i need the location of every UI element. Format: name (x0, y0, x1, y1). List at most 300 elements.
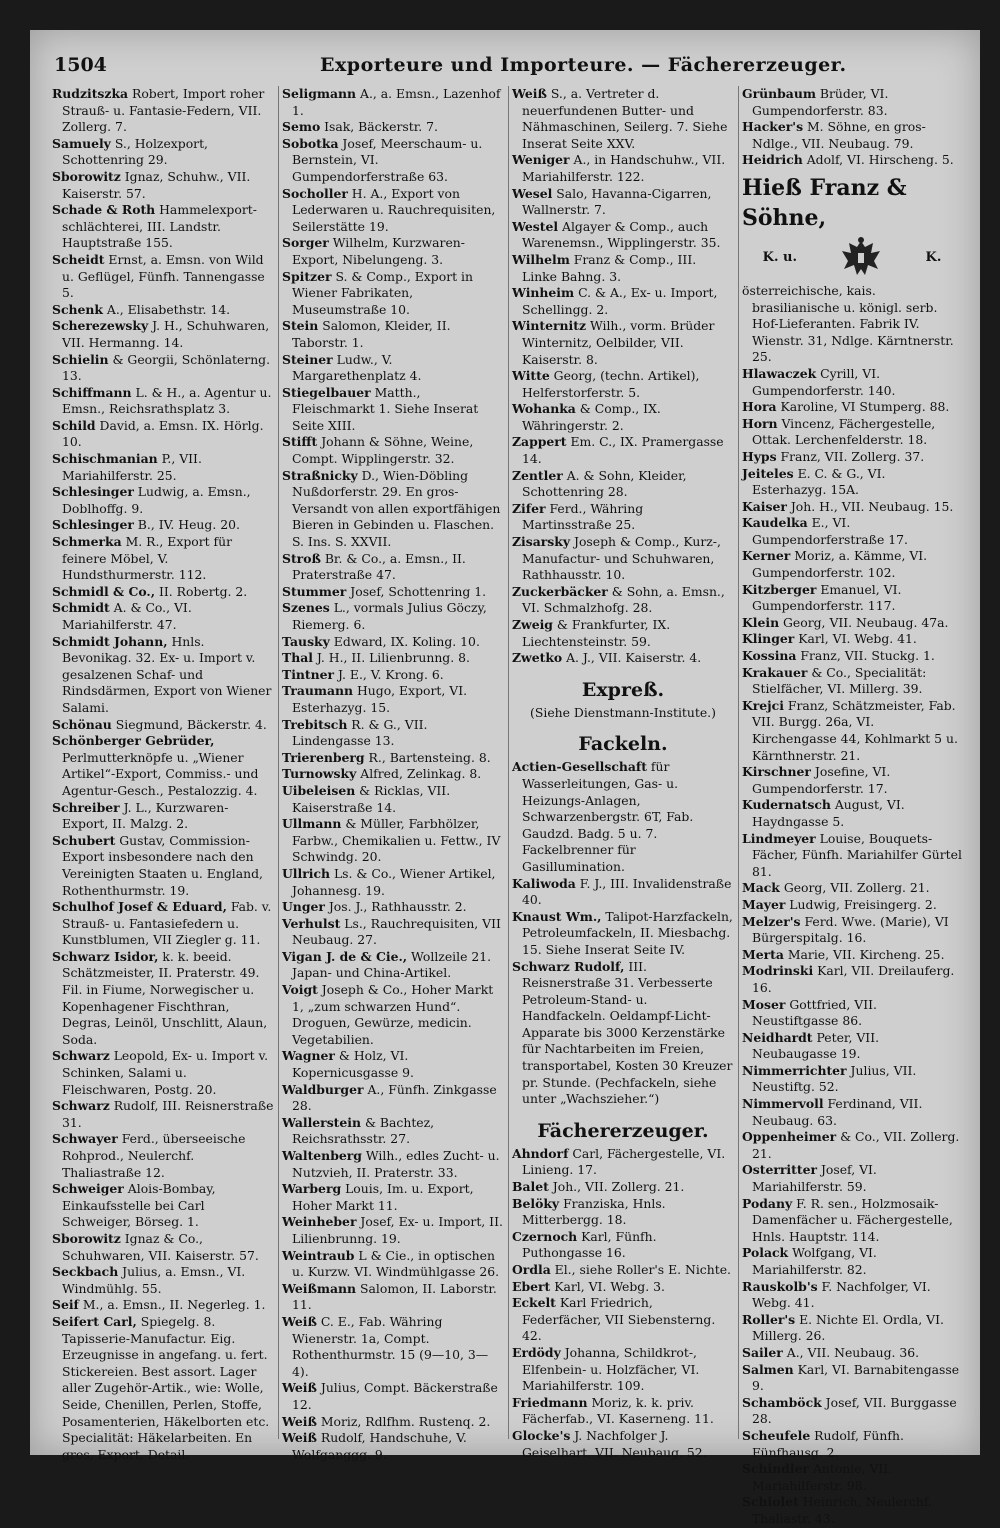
entry-details: Leopold, Ex- u. Import v. Schinken, Salami u. Fleischwaren, Postg. 20. (62, 1048, 269, 1097)
directory-entry (52, 1048, 274, 1098)
entry-details: Perlmutterknöpfe u. „Wiener Artikel“-Export, Commiss.- und Agentur-Gesch., Pestalozzig. 4. (62, 749, 259, 798)
entry-name: Stein (282, 318, 319, 334)
directory-entry (512, 501, 734, 534)
entry-name: Sborowitz (52, 168, 121, 184)
directory-entry (512, 434, 734, 467)
entry-name: Schischmanian (52, 451, 158, 467)
entry-name: Belöky (512, 1195, 560, 1211)
directory-entry (742, 1063, 962, 1096)
entry-name: Eckelt (512, 1295, 556, 1311)
entry-name: Schwarz Isidor, (52, 948, 159, 964)
entry-details: A. & Sohn, Kleider, Schottenring 28. (522, 467, 687, 500)
entry-name: Tausky (282, 633, 330, 649)
entry-details: B., IV. Heug. 20. (133, 517, 240, 533)
entry-name: Podany (742, 1195, 793, 1211)
entry-details: Vincenz, Fächergestelle, Ottak. Lerchenfelderstr. 18. (752, 415, 936, 448)
directory-entry (282, 1430, 504, 1463)
entry-name: Schmidt Johann, (52, 633, 168, 649)
directory-entry (512, 468, 734, 501)
entry-name: Weiß (282, 1313, 317, 1329)
directory-entry (742, 1428, 962, 1461)
entry-name: Schreiber (52, 799, 120, 815)
entry-details: Karl, VI. Barnabitengasse 9. (752, 1361, 960, 1394)
entry-details: F. R. sen., Holzmosaik-Damenfächer u. Fächergestelle, Hnls. Hauptstr. 114. (752, 1195, 953, 1244)
entry-name: Weiß (282, 1380, 317, 1396)
entry-details: Georg, VII. Neubaug. 47a. (779, 614, 949, 630)
directory-entry (52, 169, 274, 202)
directory-entry (52, 86, 274, 136)
directory-entry (282, 235, 504, 268)
entry-name: Scheidt (52, 251, 105, 267)
entry-details: Georg, (techn. Artikel), Helferstorferstr. 5. (522, 368, 700, 400)
entry-name: Nimmerrichter (742, 1062, 847, 1078)
entry-details: A., VII. Neubaug. 36. (782, 1344, 920, 1360)
directory-entry (742, 1030, 962, 1063)
entry-details: S., Holzexport, Schottenring 29. (62, 135, 209, 168)
directory-entry (282, 1048, 504, 1081)
directory-entry (52, 136, 274, 169)
entry-details: Joh. H., VII. Neubaug. 15. (786, 498, 954, 514)
entry-details: S. & Comp., Export in Wiener Fabrikaten, Museumstraße 10. (292, 268, 473, 317)
section-title-express: Expreß. (581, 678, 665, 701)
entry-details: A., a. Emsn., Lazenhof 1. (292, 86, 501, 118)
entry-details: Marie, VII. Kircheng. 25. (783, 946, 945, 962)
entry-name: Schmidt (52, 600, 110, 616)
directory-entry (52, 634, 274, 717)
entry-name: Moser (742, 996, 786, 1012)
entry-name: Krejci (742, 697, 784, 713)
directory-entry (742, 1162, 962, 1195)
directory-entry (742, 1395, 962, 1428)
directory-entry (512, 318, 734, 368)
directory-entry (512, 285, 734, 318)
entry-name: Stroß (282, 550, 321, 566)
entry-details: k. k. beeid. Schätzmeister, II. Praterstr. 49. Fil. in Fiume, Norwegischer u. Kopenhagener Fischthran, Degras, Leinöl, Unschlitt, Alaun, Soda. (62, 948, 268, 1047)
entry-details: Rudolf, III. Reisnerstraße 31. (62, 1098, 274, 1130)
directory-entry (742, 582, 962, 615)
entry-name: Schmerka (52, 534, 122, 550)
entry-details: Talipot-Harzfackeln, Petroleumfackeln, II. Miesbachg. 15. Siehe Inserat Seite IV. (522, 908, 733, 957)
entry-name: Zisarsky (512, 534, 571, 550)
entry-name: Seifert Carl, (52, 1313, 137, 1329)
entry-details: Franz & Comp., III. Linke Bahng. 3. (522, 251, 697, 284)
entry-details: August, VI. Haydngasse 5. (752, 797, 905, 829)
entry-details: Robert, Import roher Strauß- u. Fantasie-Federn, VII. Zollerg. 7. (62, 86, 265, 135)
entry-name: Zentler (512, 467, 563, 483)
entry-details: Moriz, Rdlfhm. Rustenq. 2. (316, 1413, 491, 1429)
entry-name: Osterritter (742, 1162, 817, 1178)
double-eagle-crest-icon (838, 235, 884, 281)
entry-name: Winternitz (512, 318, 587, 334)
entry-name: Wohanka (512, 401, 576, 417)
directory-entry (282, 1214, 504, 1247)
entry-details: Karl, VI. Webg. 3. (550, 1278, 665, 1294)
entry-details: Edward, IX. Koling. 10. (329, 633, 480, 649)
entry-details: Peter, VII. Neubaugasse 19. (752, 1029, 880, 1062)
entry-details: Wilhelm, Kurzwaren-Export, Nibelungeng. 3. (292, 235, 465, 267)
entry-details: J. Nachfolger J. Geiselhart, VII. Neubaug. 52. (522, 1427, 707, 1460)
directory-entry (282, 816, 504, 866)
entry-name: Wesel (512, 185, 553, 201)
entry-details: Ludw., V. Margarethenplatz 4. (292, 351, 422, 384)
directory-entry (52, 833, 274, 899)
entry-name: Kirschner (742, 764, 811, 780)
entry-name: Seif (52, 1297, 79, 1313)
directory-entry (512, 186, 734, 219)
directory-entry (282, 86, 504, 119)
entry-details: & Holz, VI. Kopernicusgasse 9. (292, 1048, 414, 1081)
directory-entry (52, 949, 274, 1049)
entry-details: Heinrich, Neulerchf. Thaliastr. 43. (752, 1494, 932, 1526)
entry-name: Zweig (512, 617, 553, 632)
entry-details: R., Bartensteing. 8. (364, 749, 491, 765)
entry-name: Wallerstein (282, 1114, 361, 1130)
entry-details: Josef, VII. Burggasse 28. (752, 1394, 957, 1427)
entry-name: Witte (512, 368, 550, 384)
entry-details: III. Reisnerstraße 31. Verbesserte Petroleum-Stand- u. Handfackeln. Oeldampf-Licht-Apparate bis 3000 Kerzenstärke für Nachtarbeiten im Freien, transportabel, Kosten 30 Kreuzer pr. Stunde. (Pechfackeln, siehe unter „Wachszieher.“) (522, 958, 733, 1107)
entry-details: Ferd. Wwe. (Marie), VI Bürgerspitalg. 16. (752, 913, 949, 946)
entry-details: & Frankfurter, IX. Liechtensteinstr. 59. (522, 617, 671, 649)
entry-details: Josef, Schottenring 1. (346, 583, 487, 599)
directory-entry (512, 1279, 734, 1296)
entry-name: Sborowitz (52, 1230, 121, 1246)
entry-name: Weißmann (282, 1280, 357, 1296)
entry-details: Matth., Fleischmarkt 1. Siehe Inserat Seite XIII. (292, 384, 479, 433)
section-title-faecher: Fächererzeuger. (537, 1119, 709, 1142)
directory-entry (282, 600, 504, 633)
directory-entry (742, 1312, 962, 1345)
entry-details: L & Cie., in optischen u. Kurzw. VI. Windmühlgasse 26. (292, 1247, 500, 1280)
entry-details: Johann & Söhne, Weine, Compt. Wipplingerstr. 32. (292, 434, 474, 467)
directory-entry (512, 1262, 734, 1279)
entry-details: Josef, VI. Mariahilferstr. 59. (752, 1162, 877, 1195)
entry-name: Melzer's (742, 913, 801, 929)
entry-name: Socholler (282, 185, 348, 201)
entry-details: Alfred, Zelinkag. 8. (356, 766, 482, 782)
entry-name: Hyps (742, 448, 777, 464)
entry-name: Wagner (282, 1048, 335, 1064)
entry-name: Westel (512, 218, 559, 234)
directory-entry (282, 667, 504, 684)
directory-entry (52, 302, 274, 319)
entry-name: Zwetko (512, 650, 563, 666)
hiess-title: Hieß Franz & Söhne, (742, 174, 907, 231)
entry-name: Schild (52, 417, 96, 433)
entry-name: Kerner (742, 548, 791, 564)
directory-entry (282, 385, 504, 435)
entry-name: Szenes (282, 600, 330, 616)
column-4 (742, 86, 966, 1526)
entry-name: Thal (282, 650, 313, 666)
entry-name: Straßnicky (282, 467, 358, 483)
entry-details: Franziska, Hnls. Mitterbergg. 18. (522, 1195, 666, 1228)
entry-name: Friedmann (512, 1394, 588, 1410)
entry-name: Zappert (512, 434, 567, 450)
entry-details: F. J., III. Invalidenstraße 40. (522, 875, 732, 908)
entry-details: Br. & Co., a. Emsn., II. Praterstraße 47. (292, 550, 466, 583)
entry-name: Schamböck (742, 1394, 822, 1410)
column-2 (282, 86, 509, 1462)
entry-name: Salmen (742, 1361, 794, 1377)
directory-entry (282, 434, 504, 467)
entry-details: Karl Friedrich, Federfächer, VII Siebensterng. 42. (522, 1295, 716, 1344)
entry-details: F. Nachfolger, VI. Webg. 41. (752, 1278, 931, 1311)
entry-details: Moriz, k. k. priv. Fächerfab., VI. Kaserneng. 11. (522, 1394, 714, 1427)
directory-entry (282, 1148, 504, 1181)
directory-entry (52, 385, 274, 418)
entry-details: Wilh., vorm. Brüder Winternitz, Oelbilder, VII. Kaiserstr. 8. (522, 318, 715, 367)
entry-details: A., Elisabethstr. 14. (102, 301, 231, 317)
entry-name: Verhulst (282, 915, 341, 931)
hiess-crest-line (742, 233, 962, 283)
entry-details: Ferd., überseeische Rohprod., Neulerchf. Thaliastraße 12. (62, 1131, 246, 1180)
entry-details: Franz, VII. Stuckg. 1. (796, 648, 935, 664)
entry-name: Turnowsky (282, 766, 357, 782)
directory-entry (52, 584, 274, 601)
section-note-express: (Siehe Dienstmann-Institute.) (530, 704, 716, 720)
directory-entry (282, 352, 504, 385)
entry-details: Fab. v. Strauß- u. Fantasiefedern u. Kunstblumen, VII Ziegler g. 11. (62, 899, 272, 948)
directory-entry (742, 416, 962, 449)
directory-entry (52, 484, 274, 517)
entry-details: David, a. Emsn. IX. Hörlg. 10. (62, 417, 264, 450)
directory-entry (52, 252, 274, 302)
entry-details: Joh., VII. Zollerg. 21. (548, 1179, 685, 1195)
entry-name: Seligmann (282, 86, 357, 101)
entry-name: Stiegelbauer (282, 384, 371, 400)
directory-entry (52, 517, 274, 534)
entry-name: Schwarz (52, 1098, 110, 1114)
entry-details: C. E., Fab. Währing Wienerstr. 1a, Compt. Rothenthurmstr. 15 (9—10, 3—4). (292, 1313, 489, 1379)
entry-name: Nimmervoll (742, 1096, 824, 1112)
entry-details: Gustav, Commission-Export insbesondere nach den Vereinigten Staaten u. England, Rothenthurmstr. 19. (62, 832, 263, 898)
entry-name: Schmidl & Co., (52, 583, 156, 599)
entry-name: Klein (742, 614, 780, 630)
entry-details: Josef, Ex- u. Import, II. Lilienbrunng. 19. (292, 1214, 503, 1246)
directory-entry (512, 909, 734, 959)
entry-details: Hammelexport-schlächterei, III. Landstr. Hauptstraße 155. (62, 202, 257, 251)
directory-entry (282, 866, 504, 899)
entry-name: Knaust Wm., (512, 908, 602, 924)
entry-details: S., a. Vertreter d. neuerfundenen Butter- und Nähmaschinen, Seilerg. 7. Siehe Inserat Seite XXV. (522, 86, 728, 151)
directory-entry (52, 318, 274, 351)
directory-entry (512, 650, 734, 667)
directory-entry (742, 914, 962, 947)
entry-details: J. H., II. Lilienbrunng. 8. (312, 650, 470, 666)
directory-entry (282, 1414, 504, 1431)
directory-entry (282, 717, 504, 750)
entry-details: Ignaz, Schuhw., VII. Kaiserstr. 57. (62, 168, 251, 201)
directory-entry (512, 1196, 734, 1229)
kk-left: K. u. (762, 249, 797, 265)
directory-entry (282, 683, 504, 716)
entry-details: Johanna, Schildkrot-, Elfenbein- u. Holzfächer, VI. Mariahilferstr. 109. (522, 1344, 700, 1394)
entry-name: Traumann (282, 683, 354, 699)
entry-details: Ferdinand, VII. Neubaug. 63. (752, 1096, 923, 1128)
directory-entry (742, 797, 962, 830)
directory-entry (512, 1229, 734, 1262)
entry-details: Karl, VI. Webg. 41. (794, 631, 917, 647)
entry-name: Semo (282, 119, 321, 135)
entry-name: Schiolet (742, 1494, 799, 1510)
entry-name: Trierenberg (282, 749, 365, 765)
directory-entry (52, 1297, 274, 1314)
directory-entry (52, 800, 274, 833)
directory-page (30, 30, 980, 1526)
entry-name: Weinheber (282, 1214, 357, 1230)
directory-entry (742, 1461, 962, 1494)
entry-name: Horn (742, 415, 778, 431)
directory-entry (282, 1082, 504, 1115)
entry-details: M. R., Export für feinere Möbel, V. Hundsthurmerstr. 112. (62, 534, 233, 583)
entry-details: Ignaz & Co., Schuhwaren, VII. Kaiserstr. 57. (62, 1230, 259, 1263)
entry-details: R. & G., VII. Lindengasse 13. (292, 716, 428, 749)
directory-entry (742, 1245, 962, 1278)
entry-name: Tintner (282, 666, 335, 682)
entry-name: Schwarz (52, 1048, 110, 1064)
entry-details: Joseph & Comp., Kurz-, Manufactur- und Schuhwaren, Rathhausstr. 10. (522, 534, 721, 583)
entry-name: Modrinski (742, 963, 814, 979)
entry-name: Seckbach (52, 1264, 119, 1280)
directory-entry (742, 366, 962, 399)
entry-details: E. C. & G., VI. Esterhazyg. 15A. (752, 465, 886, 498)
directory-entry (512, 252, 734, 285)
directory-entry (282, 1115, 504, 1148)
entry-name: Jeiteles (742, 465, 794, 481)
entry-name: Kaiser (742, 498, 787, 514)
entry-name: Kaudelka (742, 515, 808, 531)
directory-entry (742, 831, 962, 881)
directory-entry (742, 449, 962, 466)
directory-entry (52, 1131, 274, 1181)
entry-details: Siegmund, Bäckerstr. 4. (111, 716, 267, 732)
entry-details: M., a. Emsn., II. Negerleg. 1. (78, 1297, 266, 1313)
entry-details: M. Söhne, en gros-Ndlge., VII. Neubaug. 79. (752, 119, 926, 151)
directory-entry (742, 499, 962, 516)
directory-entry (742, 947, 962, 964)
entry-details: Ls., Rauchrequisiten, VII Neubaug. 27. (292, 915, 501, 948)
directory-entry (742, 631, 962, 648)
directory-entry (282, 551, 504, 584)
directory-entry (742, 648, 962, 665)
entry-name: Balet (512, 1179, 549, 1195)
entry-details: Antonie, VII. Mariahilferstr. 98. (752, 1461, 893, 1493)
directory-entry (512, 1179, 734, 1196)
directory-entry (282, 1380, 504, 1413)
entry-name: Schubert (52, 832, 116, 848)
directory-entry (52, 352, 274, 385)
entry-details: A., Fünfh. Zinkgasse 28. (292, 1081, 497, 1114)
entry-details: Em. C., IX. Pramergasse 14. (522, 434, 724, 467)
entry-details: Joseph & Co., Hoher Markt 1, „zum schwarzen Hund“. Droguen, Gewürze, medicin. Vegetabilien. (292, 982, 494, 1047)
entry-name: Schade & Roth (52, 202, 156, 218)
entry-name: Ordla (512, 1262, 551, 1277)
entry-name: Schönau (52, 716, 112, 732)
columns (52, 86, 966, 1526)
entry-name: Mayer (742, 896, 786, 912)
entry-name: Actien-Gesellschaft (512, 759, 647, 775)
section-title-fackeln: Fackeln. (578, 733, 668, 756)
directory-entry (282, 584, 504, 601)
entry-name: Schielin (52, 351, 109, 367)
directory-entry (742, 1129, 962, 1162)
page-number: 1504 (54, 54, 107, 76)
entry-details: Louise, Bouquets-Fächer, Fünfh. Mariahilfer Gürtel 81. (752, 830, 962, 879)
directory-entry (52, 899, 274, 949)
entry-name: Uibeleisen (282, 782, 356, 798)
entry-name: Steiner (282, 351, 333, 367)
entry-details: Gottfried, VII. Neustiftgasse 86. (752, 996, 877, 1029)
entry-details: J. L., Kurzwaren-Export, II. Malzg. 2. (62, 799, 229, 832)
directory-entry (52, 733, 274, 799)
entry-name: Trebitsch (282, 716, 348, 732)
entry-name: Schwarz Rudolf, (512, 958, 625, 974)
directory-entry (512, 1146, 734, 1179)
entry-details: Wolfgang, VI. Mariahilferstr. 82. (752, 1245, 877, 1277)
entry-name: Waltenberg (282, 1148, 362, 1163)
directory-entry (282, 899, 504, 916)
entry-details: Karl, VII. Dreilauferg. 16. (752, 963, 955, 995)
directory-entry (512, 1345, 734, 1395)
directory-entry (52, 418, 274, 451)
entry-name: Grünbaum (742, 86, 816, 101)
entry-details: Jos. J., Rathhausstr. 2. (324, 899, 467, 915)
entry-details: Brüder, VI. Gumpendorferstr. 83. (752, 86, 889, 118)
entry-details: für Wasserleitungen, Gas- u. Heizungs-Anlagen, Schwarzenbergstr. 6T, Fab. Gaudzd. Badg. 5 u. 7. Fackelbrenner für Gasillumination. (522, 759, 694, 874)
entry-name: Wilhelm (512, 251, 570, 267)
entry-name: Winheim (512, 285, 575, 301)
entry-details: Ludwig, a. Emsn., Doblhoffg. 9. (62, 484, 251, 516)
directory-entry (742, 615, 962, 632)
entry-details: Carl, Fächergestelle, VI. Linieng. 17. (522, 1145, 726, 1178)
entry-details: C. & A., Ex- u. Import, Schellingg. 2. (522, 285, 718, 317)
directory-entry (512, 1295, 734, 1345)
entry-details: Spiegelg. 8. Tapisserie-Manufactur. Eig. Erzeugnisse in angefang. u. fert. Stickereien. Best assort. Lager aller Zugehör-Artik., wie: Wolle, Seide, Chenillen, Perlen, Stoffe, Posamenterien, Häkelborten etc. Specialität: Häkelarbeiten. En gros, Export, Detail. (62, 1313, 270, 1462)
entry-details: J. H., Schuhwaren, VII. Hermanng. 14. (62, 318, 270, 350)
directory-entry (282, 136, 504, 186)
directory-entry (742, 515, 962, 548)
entry-name: Klinger (742, 631, 795, 647)
entry-details: Algayer & Comp., auch Warenemsn., Wipplingerstr. 35. (522, 218, 721, 251)
directory-entry (742, 764, 962, 797)
directory-entry (742, 152, 962, 169)
entry-name: Spitzer (282, 268, 332, 284)
directory-entry (282, 1248, 504, 1281)
entry-name: Stummer (282, 583, 347, 599)
directory-entry (282, 982, 504, 1048)
entry-details: Franz, Schätzmeister, Fab. VII. Burgg. 26a, VI. Kirchengasse 44, Kohlmarkt 5 u. Kärnthnerstr. 21. (752, 697, 958, 763)
directory-entry (282, 1181, 504, 1214)
entry-name: Schwayer (52, 1131, 118, 1147)
entry-details: Julius, a. Emsn., VI. Windmühlg. 55. (62, 1264, 246, 1296)
entry-name: Merta (742, 946, 784, 962)
entry-name: Kudernatsch (742, 797, 831, 813)
directory-entry (282, 634, 504, 651)
directory-entry (742, 997, 962, 1030)
entry-details: Franz, VII. Zollerg. 37. (776, 448, 925, 464)
entry-details: Julius, Compt. Bäckerstraße 12. (292, 1380, 498, 1412)
entry-details: Salomon, Kleider, II. Taborstr. 1. (292, 318, 451, 350)
directory-entry (742, 880, 962, 897)
directory-entry (282, 916, 504, 949)
kk-right: K. (925, 249, 942, 265)
entry-name: Hlawaczek (742, 365, 817, 381)
entry-name: Mack (742, 880, 780, 896)
entry-name: Schlesinger (52, 517, 134, 533)
entry-details: Cyrill, VI. Gumpendorferstr. 140. (752, 365, 896, 398)
entry-details: & Co., Specialität: Stielfächer, VI. Millerg. 39. (752, 664, 927, 697)
entry-details: Emanuel, VI. Gumpendorferstr. 117. (752, 581, 902, 614)
